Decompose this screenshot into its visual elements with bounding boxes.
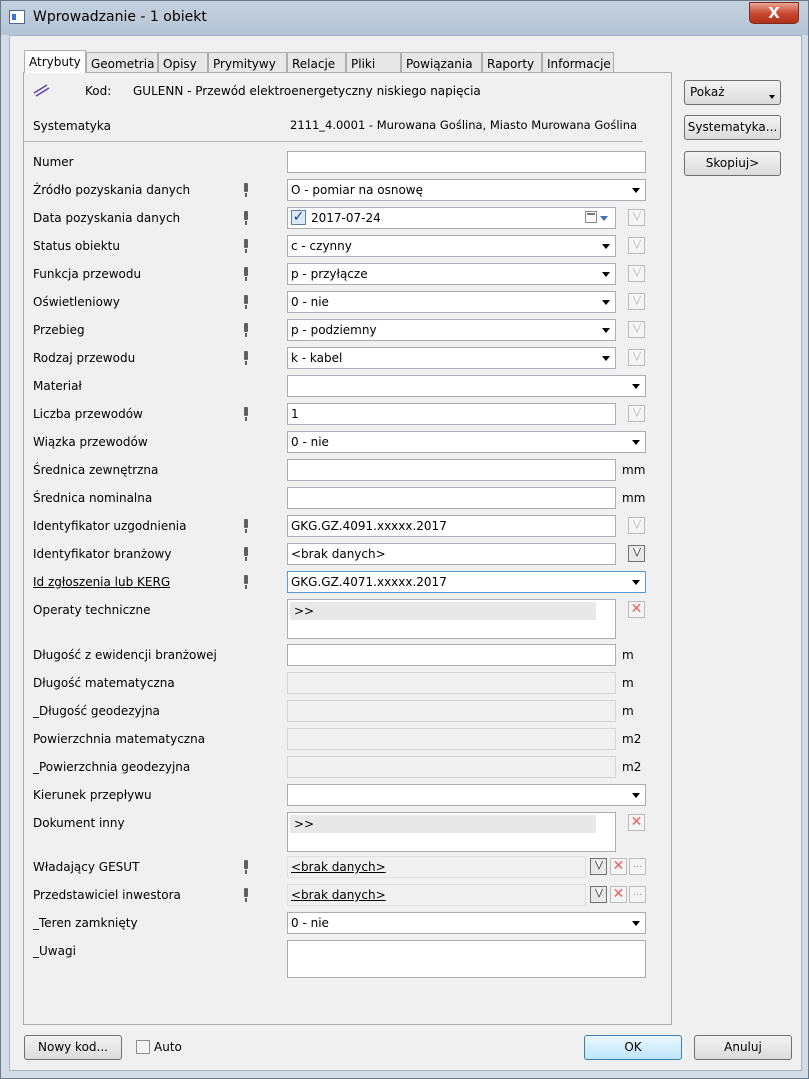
dropdown-arrow-icon [632, 188, 640, 193]
material-select[interactable] [287, 375, 646, 397]
required-icon [244, 323, 248, 337]
remove-icon[interactable]: ✕ [628, 601, 645, 618]
dropdown-arrow-icon [602, 300, 610, 305]
wiazka-value: 0 - nie [291, 435, 329, 449]
wladajacy-field[interactable] [287, 856, 586, 878]
rodzaj-value: k - kabel [291, 351, 343, 365]
required-icon [244, 267, 248, 281]
required-icon [244, 183, 248, 197]
oswietleniowy-value: 0 - nie [291, 295, 329, 309]
remove-icon[interactable]: ✕ [628, 814, 645, 831]
required-icon [244, 547, 248, 561]
dropdown-arrow-icon [602, 272, 610, 277]
unit-mm: mm [622, 491, 646, 505]
required-icon [244, 888, 248, 902]
data-checkbox[interactable]: ✓ [292, 209, 305, 225]
ok-button[interactable]: OK [584, 1035, 682, 1060]
browse-icon[interactable]: ... [629, 858, 646, 875]
tab-relacje[interactable]: Relacje [287, 52, 346, 72]
required-icon [244, 407, 248, 421]
value-picker-button[interactable] [628, 405, 645, 422]
kierunek-label: Kierunek przepływu [33, 788, 152, 802]
kod-value: GULENN - Przewód elektroenergetyczny niskiego napięcia [133, 84, 481, 98]
value-picker-button[interactable] [628, 209, 645, 226]
value-picker-button[interactable] [628, 237, 645, 254]
app-icon [9, 10, 25, 24]
id-zgloszenia-value: GKG.GZ.4071.xxxxx.2017 [291, 575, 447, 589]
dlugosc-ewid-label: Długość z ewidencji branżowej [33, 648, 217, 662]
required-icon [244, 351, 248, 365]
rodzaj-label: Rodzaj przewodu [33, 351, 136, 365]
liczba-input[interactable]: 1 [287, 403, 616, 425]
pokaz-button[interactable] [684, 80, 781, 105]
unit-m: m [622, 704, 634, 718]
wladajacy-value[interactable]: <brak danych> [291, 860, 386, 874]
value-picker-button[interactable] [628, 321, 645, 338]
operaty-item[interactable]: >> [290, 602, 596, 620]
unit-m2: m2 [622, 760, 642, 774]
dlugosc-ewid-input[interactable] [287, 644, 616, 666]
systematyka-value: 2111_4.0001 - Murowana Goślina, Miasto Murowana Goślina [290, 118, 638, 132]
id-uzgodnienia-input[interactable]: GKG.GZ.4091.xxxxx.2017 [287, 515, 616, 537]
required-icon [244, 860, 248, 874]
numer-input[interactable] [287, 151, 646, 173]
operaty-list[interactable] [287, 599, 616, 639]
unit-m: m [622, 676, 634, 690]
required-icon [244, 295, 248, 309]
data-picker[interactable] [287, 207, 616, 229]
required-icon [244, 575, 248, 589]
tab-raporty[interactable]: Raporty [482, 52, 542, 72]
tab-pliki[interactable]: Pliki [346, 52, 401, 72]
status-label: Status obiektu [33, 239, 120, 253]
wiazka-label: Wiązka przewodów [33, 435, 148, 449]
required-icon [244, 239, 248, 253]
pow-mat-label: Powierzchnia matematyczna [33, 732, 206, 746]
kod-label: Kod: [85, 84, 112, 98]
id-zgloszenia-label[interactable]: Id zgłoszenia lub KERG [33, 575, 171, 589]
pow-geo-label: _Powierzchnia geodezyjna [33, 760, 191, 774]
dlugosc-mat-input [287, 672, 616, 694]
srednica-zew-input[interactable] [287, 459, 616, 481]
funkcja-label: Funkcja przewodu [33, 267, 142, 281]
uwagi-textarea[interactable] [287, 940, 646, 978]
calendar-dropdown-icon[interactable] [600, 216, 608, 221]
tab-prymitywy[interactable]: Prymitywy [208, 52, 287, 72]
wladajacy-label: Władający GESUT [33, 860, 140, 874]
oswietleniowy-select[interactable] [287, 291, 616, 313]
dokument-item[interactable]: >> [290, 815, 596, 833]
przedstawiciel-field[interactable] [287, 884, 586, 906]
status-select[interactable] [287, 235, 616, 257]
pokaz-label: Pokaż [690, 85, 725, 99]
line-object-icon [33, 83, 51, 99]
close-button[interactable]: X [749, 2, 799, 24]
unit-mm: mm [622, 463, 646, 477]
id-branzowy-label: Identyfikator branżowy [33, 547, 172, 561]
tab-powiazania[interactable]: Powiązania [401, 52, 482, 72]
auto-label: Auto [154, 1040, 182, 1054]
value-picker-button[interactable] [628, 265, 645, 282]
pokaz-arrow-icon [769, 95, 775, 99]
dropdown-arrow-icon [632, 793, 640, 798]
header-separator [23, 141, 643, 142]
dlugosc-mat-label: Długość matematyczna [33, 676, 175, 690]
teren-value: 0 - nie [291, 916, 329, 930]
liczba-label: Liczba przewodów [33, 407, 143, 421]
zrodlo-label: Źródło pozyskania danych [33, 183, 191, 197]
value-picker-button[interactable] [590, 858, 607, 875]
dropdown-arrow-icon [602, 244, 610, 249]
dropdown-arrow-icon [632, 580, 640, 585]
tab-informacje[interactable]: Informacje [542, 52, 614, 72]
teren-select[interactable] [287, 912, 646, 934]
przebieg-value: p - podziemny [291, 323, 377, 337]
dlugosc-geo-label: _Długość geodezyjna [33, 704, 160, 718]
nowy-kod-button[interactable]: Nowy kod... [24, 1035, 122, 1060]
przebieg-select[interactable] [287, 319, 616, 341]
unit-m: m [622, 648, 634, 662]
teren-label: _Teren zamknięty [33, 916, 138, 930]
systematyka-button[interactable]: Systematyka... [684, 115, 781, 140]
srednica-nom-input[interactable] [287, 487, 616, 509]
tab-opisy[interactable]: Opisy [158, 52, 208, 72]
value-picker-button[interactable] [628, 517, 645, 534]
dokument-list[interactable] [287, 812, 616, 852]
id-uzgodnienia-label: Identyfikator uzgodnienia [33, 519, 187, 533]
remove-icon[interactable]: ✕ [610, 858, 627, 875]
required-icon [244, 519, 248, 533]
title-bar[interactable] [1, 1, 808, 35]
srednica-zew-label: Średnica zewnętrzna [33, 463, 159, 477]
calendar-icon[interactable] [585, 211, 597, 223]
uwagi-label: _Uwagi [33, 944, 76, 958]
pow-geo-input [287, 756, 616, 778]
przebieg-label: Przebieg [33, 323, 85, 337]
auto-checkbox[interactable] [136, 1040, 150, 1054]
skopiuj-button[interactable]: Skopiuj> [684, 151, 781, 176]
zrodlo-select[interactable] [287, 179, 646, 201]
dropdown-arrow-icon [632, 921, 640, 926]
status-value: c - czynny [291, 239, 352, 253]
data-value: 2017-07-24 [311, 211, 381, 225]
value-picker-button[interactable] [628, 349, 645, 366]
zrodlo-value: O - pomiar na osnowę [291, 183, 423, 197]
przedstawiciel-label: Przedstawiciel inwestora [33, 888, 181, 902]
id-branzowy-input[interactable]: <brak danych> [287, 543, 616, 565]
rodzaj-select[interactable] [287, 347, 616, 369]
pow-mat-input [287, 728, 616, 750]
remove-icon[interactable]: ✕ [610, 886, 627, 903]
data-label: Data pozyskania danych [33, 211, 181, 225]
funkcja-value: p - przyłącze [291, 267, 368, 281]
window-title: Wprowadzanie - 1 obiekt [33, 9, 207, 25]
dokument-label: Dokument inny [33, 816, 125, 830]
srednica-nom-label: Średnica nominalna [33, 491, 153, 505]
oswietleniowy-label: Oświetleniowy [33, 295, 120, 309]
material-label: Materiał [33, 379, 82, 393]
tab-atrybuty[interactable]: Atrybuty [24, 50, 86, 73]
systematyka-label: Systematyka [33, 119, 111, 133]
dlugosc-geo-input [287, 700, 616, 722]
value-picker-button[interactable] [628, 293, 645, 310]
id-zgloszenia-select[interactable] [287, 571, 646, 593]
tab-geometria[interactable]: Geometria [86, 52, 158, 72]
operaty-label: Operaty techniczne [33, 603, 151, 617]
dropdown-arrow-icon [602, 328, 610, 333]
przedstawiciel-value[interactable]: <brak danych> [291, 888, 386, 902]
browse-icon[interactable]: ... [629, 886, 646, 903]
anuluj-button[interactable]: Anuluj [694, 1035, 792, 1060]
required-icon [244, 211, 248, 225]
value-picker-button[interactable] [628, 545, 645, 562]
dropdown-arrow-icon [632, 384, 640, 389]
value-picker-button[interactable] [590, 886, 607, 903]
kierunek-select[interactable] [287, 784, 646, 806]
dropdown-arrow-icon [632, 440, 640, 445]
wiazka-select[interactable] [287, 431, 646, 453]
numer-label: Numer [33, 155, 74, 169]
dropdown-arrow-icon [602, 356, 610, 361]
unit-m2: m2 [622, 732, 642, 746]
funkcja-select[interactable] [287, 263, 616, 285]
